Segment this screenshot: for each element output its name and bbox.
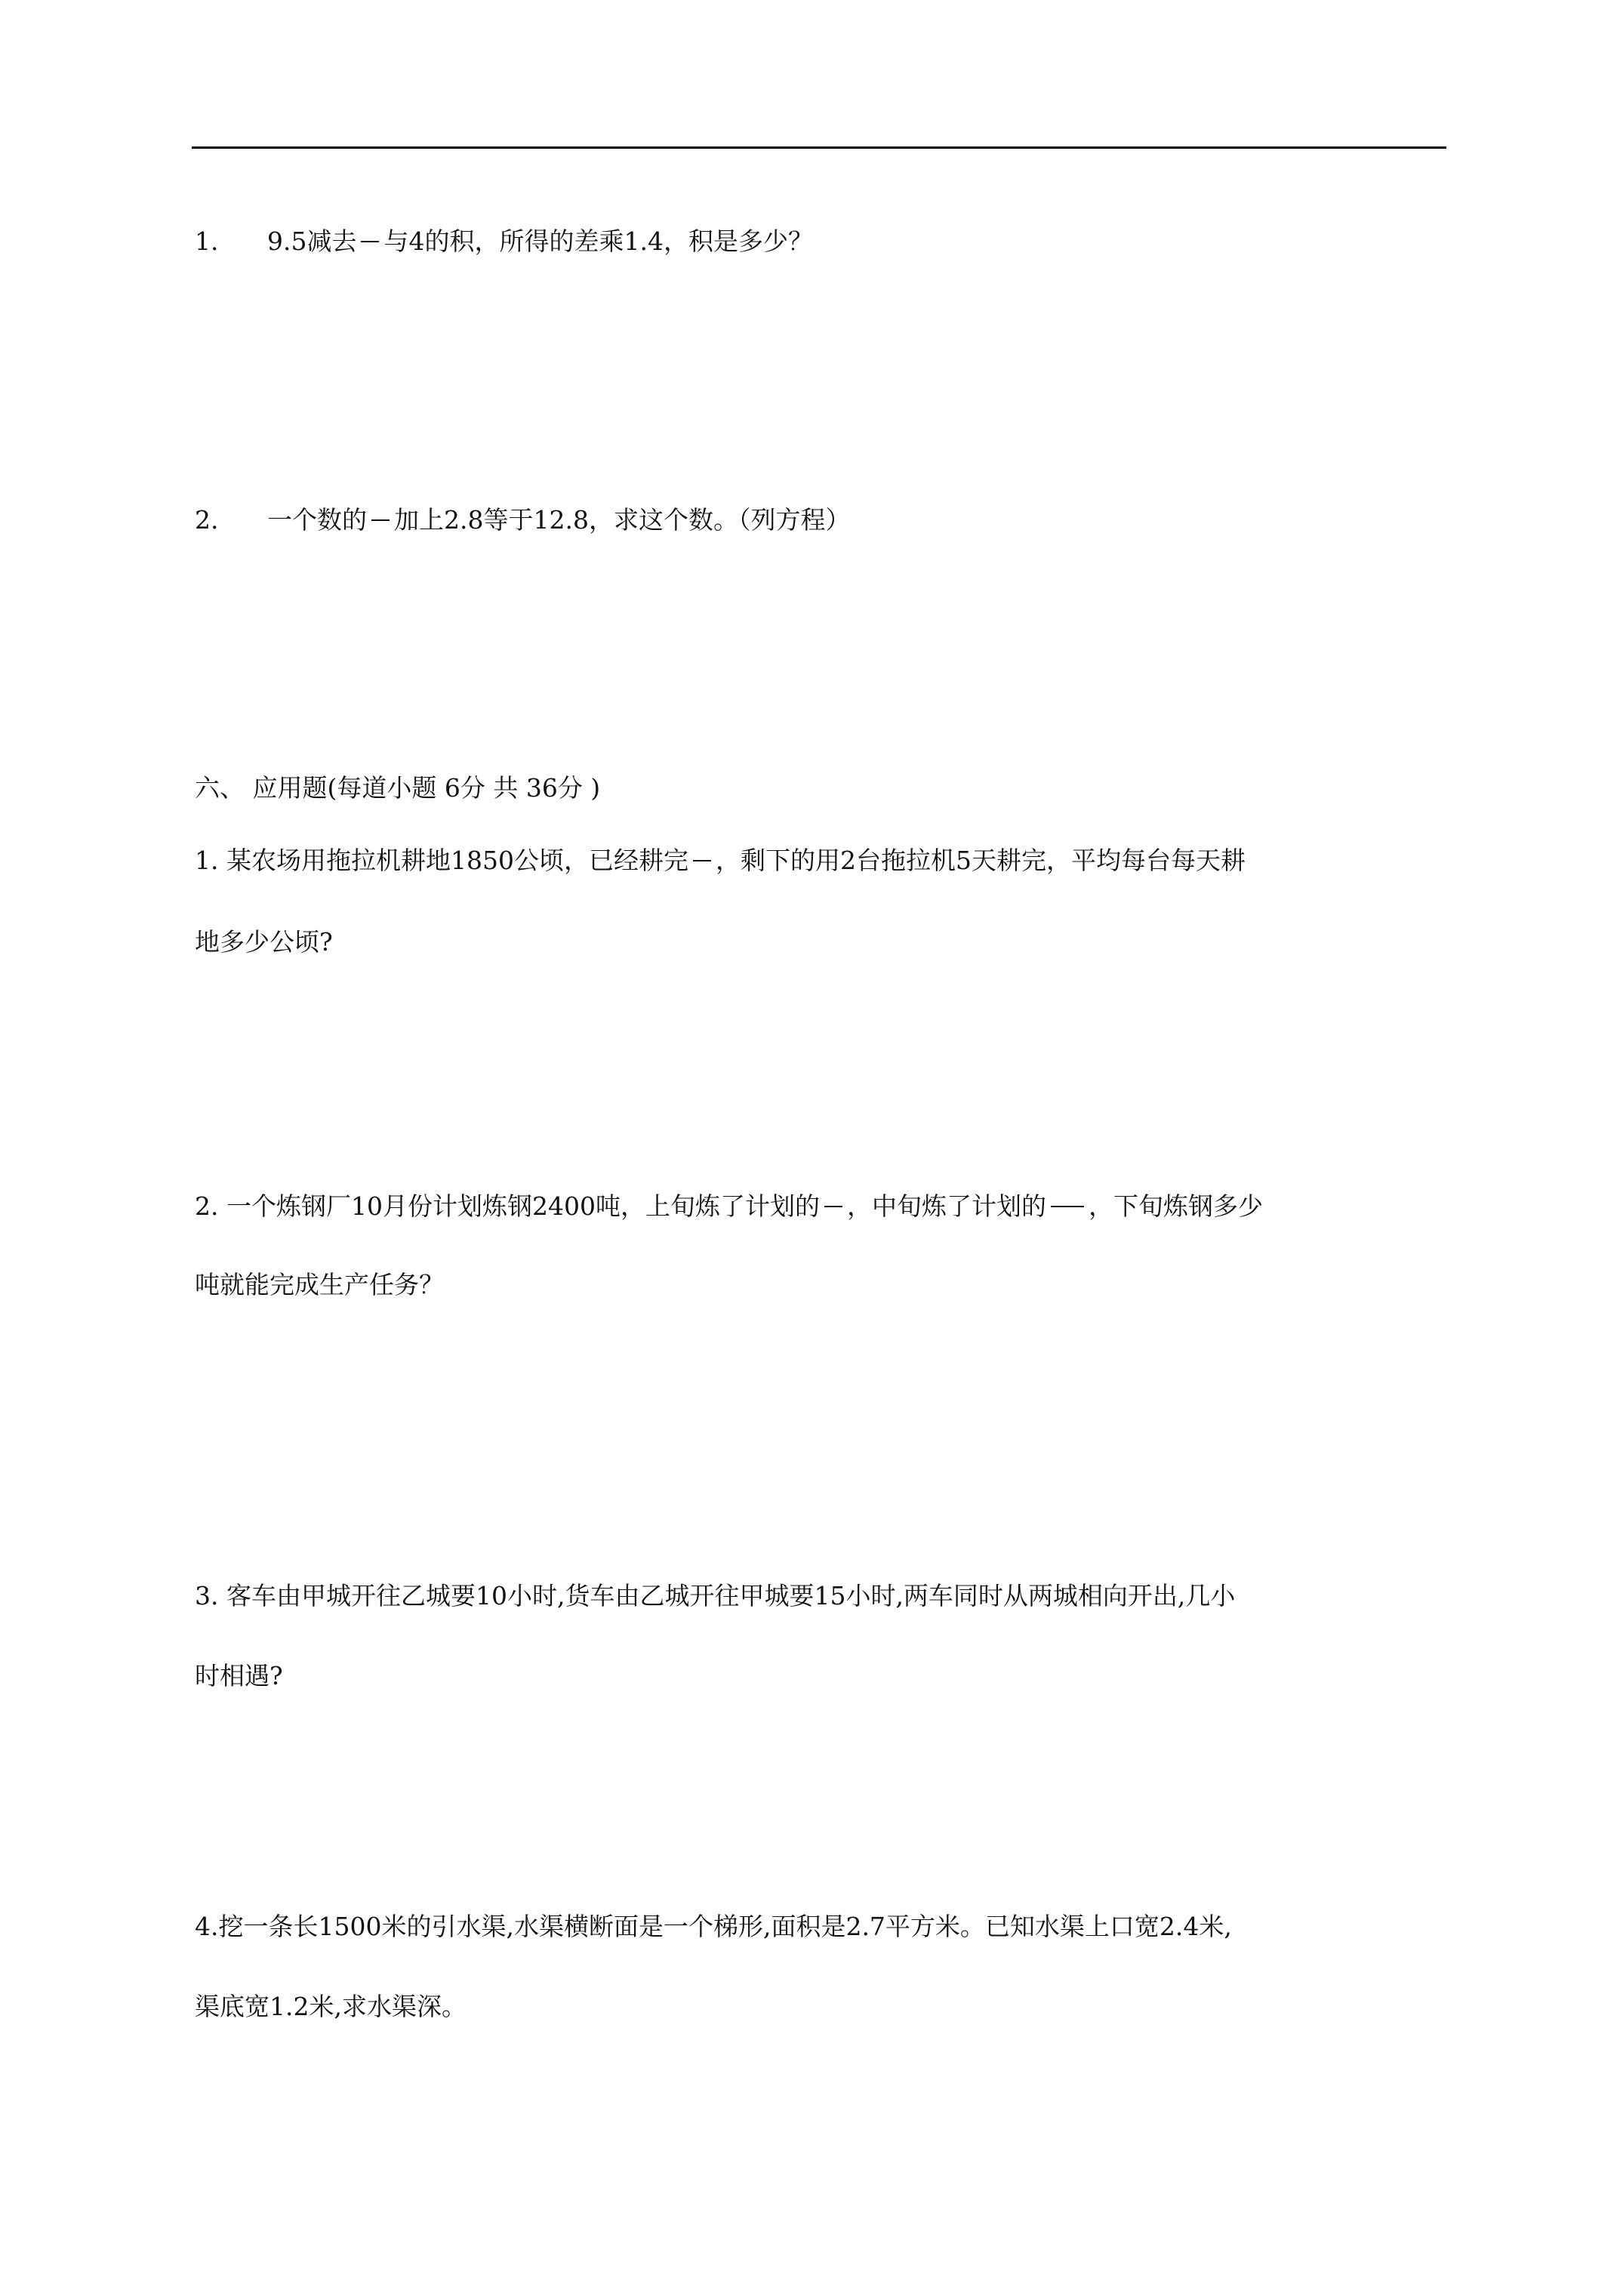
- problem-3-line-2: [195, 1660, 283, 1693]
- problem-1-line-2: [195, 926, 333, 959]
- problem-text: ，中旬炼了计划的: [846, 1191, 1046, 1221]
- fraction-blank: [824, 1206, 842, 1207]
- section-6-title: [195, 772, 600, 805]
- problem-text: 4.挖一条长1500米的引水渠,水渠横断面是一个梯形,面积是2.7平方米。已知水渠上口宽2.4米,: [195, 1912, 1232, 1941]
- problem-4-line-1: [195, 1910, 1232, 1943]
- problem-text: 2. 一个炼钢厂10月份计划炼钢2400吨，上旬炼了计划的: [195, 1191, 820, 1221]
- question-number: 1.: [195, 227, 219, 256]
- calc-question-2: [195, 504, 850, 537]
- question-number: 2.: [195, 505, 219, 535]
- question-text: 加上2.8等于12.8，求这个数。（列方程）: [394, 505, 851, 535]
- problem-text: ，下旬炼钢多少: [1088, 1191, 1263, 1221]
- problem-text: 地多少公顷?: [195, 927, 333, 957]
- fraction-blank: [371, 519, 390, 521]
- problem-2-line-2: [195, 1268, 444, 1302]
- header-rule: [192, 146, 1446, 149]
- problem-text: 时相遇?: [195, 1661, 283, 1690]
- problem-text: 吨就能完成生产任务？: [195, 1270, 444, 1299]
- fraction-blank: [361, 241, 379, 242]
- calc-question-1: [195, 225, 813, 258]
- problem-4-line-2: [195, 1990, 467, 2023]
- question-text: 一个数的: [267, 505, 367, 535]
- question-text: 9.5减去: [267, 227, 357, 256]
- problem-3-line-1: [195, 1579, 1235, 1613]
- question-text: 与4的积，所得的差乘1.4，积是多少？: [383, 227, 813, 256]
- fraction-blank: [1051, 1206, 1084, 1207]
- problem-2-line-1: [195, 1190, 1263, 1223]
- problem-text: 3. 客车由甲城开往乙城要10小时,货车由乙城开往甲城要15小时,两车同时从两城相向开出,几小: [195, 1581, 1236, 1610]
- problem-1-line-1: [195, 844, 1246, 877]
- problem-text: 1. 某农场用拖拉机耕地1850公顷，已经耕完: [195, 846, 688, 875]
- fraction-blank: [693, 860, 711, 861]
- problem-text: 渠底宽1.2米,求水渠深。: [195, 1992, 467, 2021]
- section-title-text: 六、 应用题(每道小题 6分 共 36分 ): [195, 773, 601, 803]
- problem-text: ，剩下的用2台拖拉机5天耕完，平均每台每天耕: [715, 846, 1246, 875]
